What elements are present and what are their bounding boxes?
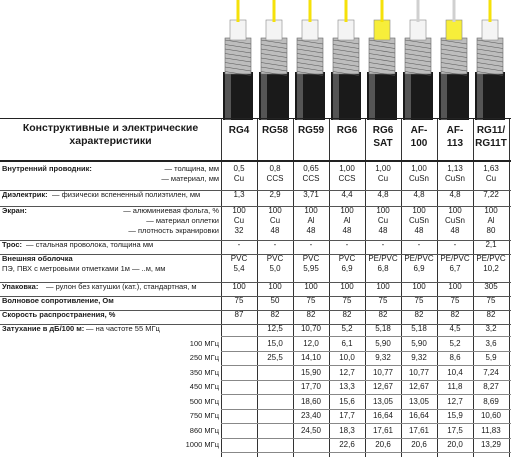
row-sublabel: — толщина, мм: [164, 164, 219, 173]
column-header-line1: RG6: [336, 125, 358, 136]
table-cell: -: [273, 240, 277, 249]
table-cell: 5,95: [303, 264, 319, 273]
row-rule: [221, 336, 511, 337]
cable-core: [345, 0, 348, 22]
attenuation-frequency: 1000 МГц: [185, 440, 219, 449]
table-cell: 48: [342, 226, 352, 235]
column-header-line1: AF-: [446, 125, 464, 136]
cable-core: [381, 0, 384, 22]
table-cell: 3,6: [485, 338, 497, 348]
cable-core: [237, 0, 240, 22]
row-sublabel: — рулон без катушки (кат.), стандартная, м: [46, 282, 197, 291]
table-cell: 6,1: [341, 338, 353, 348]
table-cell: 3,2: [485, 324, 497, 333]
table-cell: 20,0: [447, 440, 463, 449]
table-cell: Cu: [269, 216, 281, 225]
table-cell: 5,0: [269, 264, 281, 273]
table-cell: 17,7: [339, 411, 355, 420]
column-header: [365, 124, 401, 150]
table-cell: 6,9: [341, 264, 353, 273]
row-sublabel: — материал оплетки: [146, 216, 219, 225]
table-cell: 48: [450, 226, 460, 235]
cable-dielectric: [446, 20, 462, 40]
cable-jacket-highlight: [225, 72, 231, 120]
table-cell: 6,7: [449, 264, 461, 273]
table-cell: 82: [270, 310, 280, 319]
table-cell: 100: [304, 206, 318, 215]
column-header-line1: AF-: [410, 125, 428, 136]
row-sublabel: — физически вспененный полиэтилен, мм: [52, 190, 201, 199]
table-cell: CCS: [302, 174, 320, 183]
row-rule: [221, 452, 511, 453]
table-cell: 13,05: [408, 396, 430, 406]
cable-jacket-highlight: [477, 72, 483, 120]
column-header: [437, 124, 473, 150]
column-header-line1: RG59: [297, 125, 325, 136]
table-cell: 3,71: [303, 190, 319, 199]
table-cell: 4,8: [413, 190, 425, 199]
row-label: Волновое сопротивление, Ом: [2, 296, 114, 305]
table-cell: 75: [486, 296, 496, 305]
table-cell: PE/PVC: [368, 254, 398, 263]
table-cell: 6,9: [413, 264, 425, 273]
table-cell: 11,83: [481, 425, 501, 435]
table-cell: 5,4: [233, 264, 245, 273]
row-label: Диэлектрик:: [2, 190, 48, 199]
row-label: Внешняя оболочка: [2, 254, 73, 263]
table-cell: 100: [376, 282, 390, 291]
column-header-line1: RG6: [372, 125, 394, 136]
table-cell: 100: [484, 206, 498, 215]
table-cell: 82: [378, 310, 388, 319]
row-rule: [221, 365, 511, 366]
row-sublabel: ПЭ, ПВХ с метровыми отметками 1м — ..м, мм: [2, 264, 166, 273]
table-cell: 20,6: [411, 440, 427, 449]
table-cell: 10,2: [483, 264, 499, 273]
table-cell: 82: [414, 310, 424, 319]
table-cell: 16,64: [408, 411, 430, 420]
row-label: Скорость распространения, %: [2, 310, 116, 319]
table-cell: 6,8: [377, 264, 389, 273]
row-rule: [221, 438, 511, 439]
table-cell: 8,69: [483, 396, 499, 406]
table-cell: 75: [306, 296, 316, 305]
column-header-line1: RG58: [261, 125, 289, 136]
table-cell: PE/PVC: [440, 254, 470, 263]
table-cell: 7,24: [483, 367, 499, 377]
attenuation-frequency: 750 МГц: [189, 411, 219, 420]
table-cell: 32: [234, 226, 244, 235]
table-cell: -: [309, 240, 313, 249]
table-cell: 2,1: [485, 240, 497, 249]
table-cell: PVC: [266, 254, 284, 263]
cable-core: [309, 0, 312, 22]
cable-core: [489, 0, 492, 22]
table-cell: 10,0: [339, 353, 355, 362]
cable-jacket-highlight: [369, 72, 375, 120]
table-cell: 305: [484, 282, 498, 291]
table-cell: PVC: [338, 254, 356, 263]
table-cell: 5,2: [341, 324, 353, 333]
table-cell: PE/PVC: [404, 254, 434, 263]
table-cell: 15,90: [300, 367, 322, 377]
cable-dielectric: [374, 20, 390, 40]
table-cell: 100: [268, 282, 282, 291]
cable-core: [453, 0, 456, 22]
table-cell: 100: [448, 282, 462, 291]
table-cell: 100: [412, 282, 426, 291]
table-cell: 17,5: [447, 425, 463, 435]
column-header-line1: RG4: [228, 125, 250, 136]
row-rule: [221, 409, 511, 410]
table-cell: 2,9: [269, 190, 281, 199]
table-cell: PE/PVC: [476, 254, 506, 263]
attenuation-frequency: 100 МГц: [189, 338, 219, 348]
table-cell: 16,64: [372, 411, 394, 420]
table-cell: CuSn: [444, 174, 465, 183]
row-label: Упаковка:: [2, 282, 39, 291]
cable-dielectric: [338, 20, 354, 40]
cable-core: [417, 0, 420, 22]
column-header-line2: SAT: [373, 138, 393, 149]
table-cell: 75: [342, 296, 352, 305]
column-header: [473, 124, 509, 150]
table-cell: Cu: [377, 216, 389, 225]
table-cell: 80: [486, 226, 496, 235]
cable-dielectric: [410, 20, 426, 40]
table-cell: PVC: [230, 254, 248, 263]
attenuation-frequency: 500 МГц: [189, 396, 219, 406]
column-header: [329, 124, 365, 137]
table-cell: 0,65: [303, 164, 319, 173]
attenuation-frequency: 860 МГц: [189, 425, 219, 435]
column-header: [293, 124, 329, 137]
row-label: Трос:: [2, 240, 23, 249]
table-cell: 48: [270, 226, 280, 235]
column-divider: [509, 118, 510, 457]
table-cell: 4,4: [341, 190, 353, 199]
row-rule: [221, 380, 511, 381]
table-cell: 5,90: [411, 338, 427, 348]
column-header-line2: 100: [410, 138, 428, 149]
table-cell: Al: [343, 216, 351, 225]
table-cell: 87: [234, 310, 244, 319]
table-cell: 22,6: [339, 440, 355, 449]
table-cell: 23,40: [300, 411, 322, 420]
table-cell: 5,9: [485, 353, 497, 362]
attenuation-frequency: 250 МГц: [189, 353, 219, 362]
cable-jacket-highlight: [297, 72, 303, 120]
table-cell: Cu: [233, 216, 245, 225]
cable-jacket-highlight: [333, 72, 339, 120]
cable-dielectric: [482, 20, 498, 40]
row-rule: [221, 351, 511, 352]
table-cell: -: [237, 240, 241, 249]
table-cell: 12,67: [372, 382, 394, 391]
column-header: [401, 124, 437, 150]
row-sublabel: — плотность экранировки: [128, 226, 219, 235]
table-cell: 0,5: [233, 164, 245, 173]
cable-jacket-highlight: [261, 72, 267, 120]
table-cell: -: [381, 240, 385, 249]
header-rule: [0, 160, 511, 162]
attenuation-frequency: 450 МГц: [189, 382, 219, 391]
column-header-line2: RG11T: [475, 138, 507, 149]
table-cell: 20,6: [375, 440, 391, 449]
table-cell: Al: [487, 216, 495, 225]
column-header-line2: 113: [446, 138, 464, 149]
table-cell: 12,7: [339, 367, 355, 377]
table-cell: 1,13: [447, 164, 463, 173]
attenuation-frequency: 350 МГц: [189, 367, 219, 377]
attenuation-frequency: — на частоте 55 МГц: [86, 324, 160, 333]
table-cell: 82: [306, 310, 316, 319]
table-cell: 48: [306, 226, 316, 235]
table-cell: 10,70: [300, 324, 322, 333]
table-cell: 15,0: [267, 338, 283, 348]
table-cell: 12,7: [447, 396, 463, 406]
table-cell: 5,90: [375, 338, 391, 348]
column-header-line1: RG11/: [476, 125, 506, 136]
column-header: [221, 124, 257, 137]
table-cell: 1,00: [375, 164, 391, 173]
table-cell: 8,27: [483, 382, 499, 391]
table-cell: 100: [340, 206, 354, 215]
table-cell: 75: [450, 296, 460, 305]
table-cell: 100: [412, 206, 426, 215]
table-cell: 4,5: [449, 324, 461, 333]
row-sublabel: — алюминиевая фольга, %: [123, 206, 219, 215]
table-cell: PVC: [302, 254, 320, 263]
table-cell: 12,67: [408, 382, 430, 391]
header-rule: [0, 118, 511, 119]
table-cell: 48: [414, 226, 424, 235]
table-cell: 0,8: [269, 164, 281, 173]
table-cell: 82: [342, 310, 352, 319]
table-cell: 100: [340, 282, 354, 291]
table-cell: CuSn: [408, 216, 429, 225]
table-cell: 10,4: [447, 367, 463, 377]
table-cell: 1,63: [483, 164, 499, 173]
table-cell: 8,6: [449, 353, 461, 362]
table-cell: 15,9: [447, 411, 463, 420]
column-header: [257, 124, 293, 137]
table-cell: 5,18: [375, 324, 391, 333]
table-cell: 13,3: [339, 382, 355, 391]
table-cell: 1,00: [411, 164, 427, 173]
table-cell: CCS: [338, 174, 356, 183]
table-cell: -: [345, 240, 349, 249]
table-cell: 10,77: [372, 367, 394, 377]
table-cell: 7,22: [483, 190, 499, 199]
table-cell: 18,3: [339, 425, 355, 435]
table-cell: 75: [234, 296, 244, 305]
table-cell: 100: [448, 206, 462, 215]
table-cell: Cu: [485, 174, 497, 183]
table-cell: CCS: [266, 174, 284, 183]
table-cell: 5,2: [449, 338, 461, 348]
table-cell: 9,32: [411, 353, 427, 362]
row-label: Затухание в дБ/100 м:: [2, 324, 85, 333]
table-cell: 13,05: [372, 396, 394, 406]
row-label: Экран:: [2, 206, 27, 215]
cable-jacket-highlight: [441, 72, 447, 120]
table-cell: 12,5: [267, 324, 283, 333]
row-rule: [221, 423, 511, 424]
row-sublabel: — стальная проволока, толщина мм: [26, 240, 154, 249]
table-cell: 100: [376, 206, 390, 215]
table-cell: -: [417, 240, 421, 249]
table-cell: 13,29: [480, 440, 502, 449]
table-cell: 1,3: [233, 190, 245, 199]
table-cell: 17,70: [300, 382, 322, 391]
table-cell: Cu: [233, 174, 245, 183]
table-cell: 50: [270, 296, 280, 305]
table-cell: 100: [232, 206, 246, 215]
table-cell: 48: [378, 226, 388, 235]
table-cell: 82: [450, 310, 460, 319]
cable-illustrations: [220, 0, 510, 120]
table-cell: 75: [414, 296, 424, 305]
table-cell: CuSn: [444, 216, 465, 225]
table-cell: Cu: [377, 174, 389, 183]
table-cell: 15,6: [339, 396, 355, 406]
table-cell: 82: [486, 310, 496, 319]
table-cell: 14,10: [300, 353, 322, 362]
table-cell: -: [453, 240, 457, 249]
table-cell: 100: [232, 282, 246, 291]
table-title: Конструктивные и электрические характеристики: [22, 122, 199, 147]
table-cell: 4,8: [377, 190, 389, 199]
row-rule: [221, 394, 511, 395]
table-cell: 75: [378, 296, 388, 305]
table-cell: 5,18: [411, 324, 427, 333]
table-cell: 1,00: [339, 164, 355, 173]
table-cell: 25,5: [267, 353, 283, 362]
cable-dielectric: [302, 20, 318, 40]
table-cell: 100: [304, 282, 318, 291]
table-cell: 17,61: [408, 425, 430, 435]
table-cell: 11,8: [447, 382, 463, 391]
cable-core: [273, 0, 276, 22]
row-label: Внутренний проводник:: [2, 164, 92, 173]
table-cell: 4,8: [449, 190, 461, 199]
cable-jacket-highlight: [405, 72, 411, 120]
row-sublabel: — материал, мм: [161, 174, 219, 183]
table-cell: CuSn: [408, 174, 429, 183]
table-cell: 10,77: [408, 367, 430, 377]
table-cell: 100: [268, 206, 282, 215]
table-cell: 18,60: [300, 396, 322, 406]
table-cell: 12,0: [303, 338, 319, 348]
table-cell: 10,60: [480, 411, 502, 420]
table-cell: Al: [307, 216, 315, 225]
table-cell: 17,61: [372, 425, 394, 435]
cable-dielectric: [230, 20, 246, 40]
table-cell: 9,32: [375, 353, 391, 362]
table-cell: 24,50: [300, 425, 322, 435]
cable-dielectric: [266, 20, 282, 40]
